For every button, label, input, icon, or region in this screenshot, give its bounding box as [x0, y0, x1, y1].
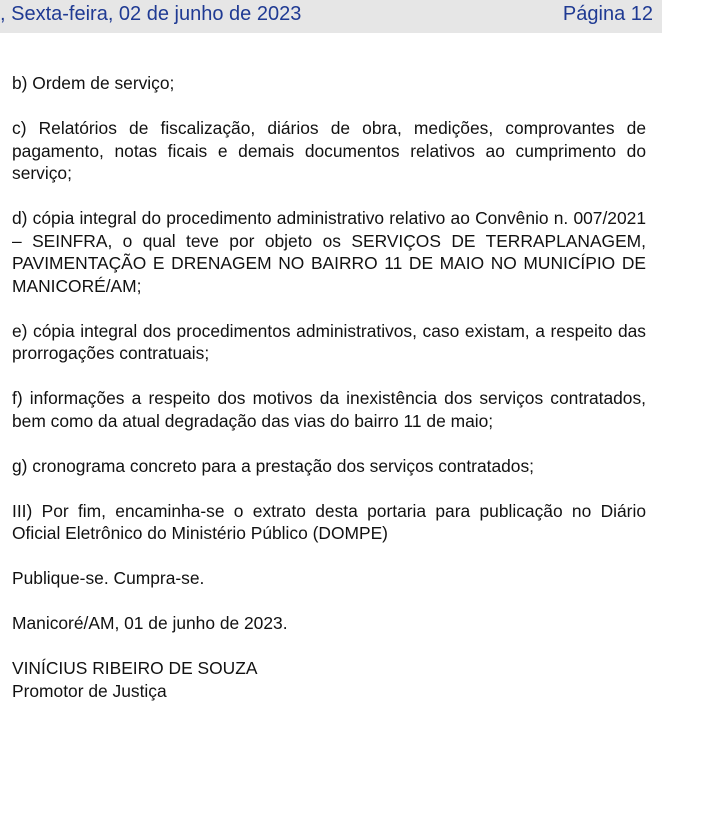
header-date: , Sexta-feira, 02 de junho de 2023	[0, 3, 302, 25]
signatory-name: VINÍCIUS RIBEIRO DE SOUZA	[12, 658, 258, 678]
signatory-role: Promotor de Justiça	[12, 680, 167, 701]
header-page-number: Página 12	[562, 3, 653, 25]
signature-block	[12, 657, 646, 702]
place-date-paragraph: Manicoré/AM, 01 de junho de 2023.	[12, 613, 288, 633]
page-header-bar	[0, 0, 662, 33]
publique-paragraph: Publique-se. Cumpra-se.	[12, 568, 205, 588]
item-c-paragraph: c) Relatórios de fiscalização, diários de obra, medições, comprovantes de pagamento, notas ficais e demais documentos relativos ao cumprimento do serviço;	[12, 118, 646, 183]
item-d-paragraph: d) cópia integral do procedimento administrativo relativo ao Convênio n. 007/2021 – SEINFRA, o qual teve por objeto os SERVIÇOS DE TERRAPLANAGEM, PAVIMENTAÇÃO E DRENAGEM NO BAIRRO 11 DE MAIO NO MUNICÍPIO DE MANICORÉ/AM;	[12, 208, 646, 296]
item-b-paragraph: b) Ordem de serviço;	[12, 73, 175, 93]
item-e-paragraph: e) cópia integral dos procedimentos administrativos, caso existam, a respeito das prorrogações contratuais;	[12, 320, 646, 363]
item-iii-paragraph: III) Por fim, encaminha-se o extrato desta portaria para publicação no Diário Oficial Eletrônico do Ministério Público (DOMPE)	[12, 500, 646, 543]
document-body	[12, 72, 646, 702]
item-f-paragraph: f) informações a respeito dos motivos da inexistência dos serviços contratados, bem como da atual degradação das vias do bairro 11 de maio;	[12, 388, 646, 431]
item-g-paragraph: g) cronograma concreto para a prestação dos serviços contratados;	[12, 455, 534, 476]
